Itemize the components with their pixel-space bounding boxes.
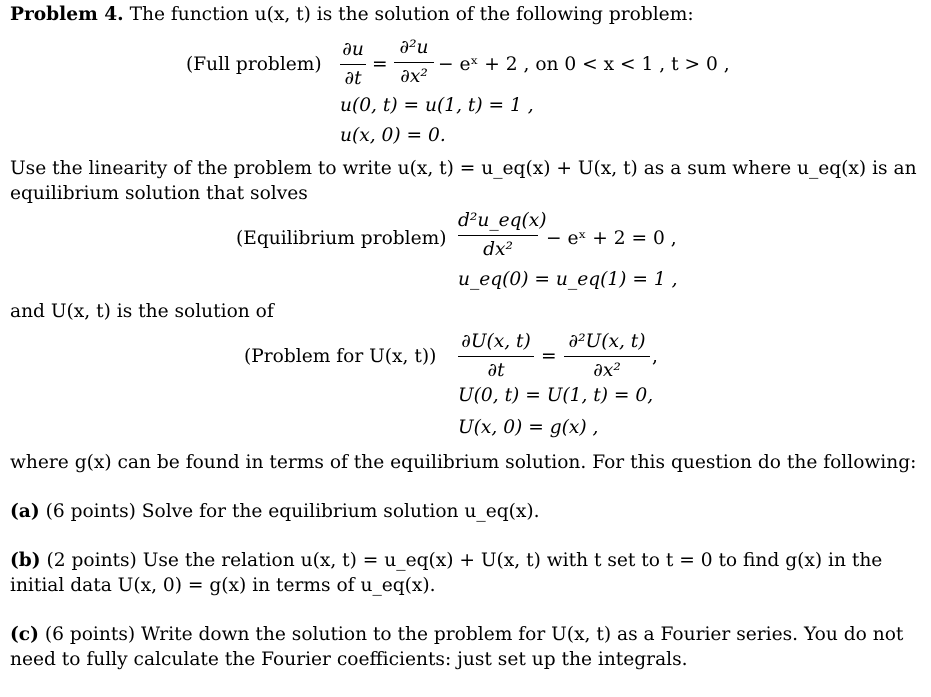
full-problem-lhs-fraction	[340, 41, 366, 88]
fraction-denominator: dx²	[483, 238, 513, 260]
linearity-line-2: equilibrium solution that solves	[10, 183, 308, 204]
problem-header	[10, 6, 694, 25]
full-problem-label: (Full problem)	[186, 54, 322, 75]
equilibrium-boundary-conditions: u_eq(0) = u_eq(1) = 1 ,	[458, 269, 678, 290]
full-problem-initial-condition: u(x, 0) = 0.	[340, 125, 446, 146]
fraction-numerator: d²u_eq(x)	[458, 210, 547, 231]
fraction-bar	[394, 62, 434, 63]
fraction-bar	[340, 64, 366, 65]
problem-U-label: (Problem for U(x, t))	[244, 346, 437, 367]
equilibrium-problem-label: (Equilibrium problem)	[236, 228, 447, 249]
problem-U-initial-condition: U(x, 0) = g(x) ,	[458, 417, 599, 438]
and-text: and U(x, t) is the solution of	[10, 301, 274, 322]
part-b-label: (b)	[10, 550, 41, 571]
part-c-text-1: (6 points) Write down the solution to the problem for U(x, t) as a Fourier series. You do not	[44, 624, 904, 645]
equilibrium-ode-tail: − eˣ + 2 = 0 ,	[546, 228, 677, 249]
fraction-bar	[564, 356, 650, 357]
problem-U-rhs-fraction	[564, 333, 650, 380]
full-problem-pde-tail: − eˣ + 2 , on 0 < x < 1 , t > 0 ,	[438, 54, 730, 75]
part-c-line-1	[10, 626, 903, 645]
fraction-denominator: ∂x²	[593, 359, 621, 381]
where-text: where g(x) can be found in terms of the equilibrium solution. For this question do the following:	[10, 452, 917, 473]
fraction-numerator: ∂U(x, t)	[461, 331, 531, 352]
linearity-line-1: Use the linearity of the problem to write u(x, t) = u_eq(x) + U(x, t) as a sum where u_eq(x) is an	[10, 158, 917, 179]
problem-title: Problem 4.	[10, 4, 124, 25]
full-problem-boundary-conditions: u(0, t) = u(1, t) = 1 ,	[340, 95, 534, 116]
part-b-line-2: initial data U(x, 0) = g(x) in terms of u_eq(x).	[10, 575, 436, 596]
full-problem-rhs-fraction	[394, 39, 434, 86]
problem-U-boundary-conditions: U(0, t) = U(1, t) = 0,	[458, 385, 654, 406]
part-a	[10, 503, 540, 522]
part-b-line-1	[10, 552, 882, 571]
part-c-label: (c)	[10, 624, 39, 645]
fraction-bar	[458, 356, 534, 357]
fraction-numerator: ∂²U(x, t)	[568, 331, 646, 352]
fraction-denominator: ∂t	[487, 359, 505, 381]
part-a-text: (6 points) Solve for the equilibrium solution u_eq(x).	[45, 501, 540, 522]
equilibrium-fraction	[458, 210, 547, 260]
fraction-numerator: ∂²u	[399, 37, 429, 58]
comma: ,	[652, 346, 658, 367]
intro-text: The function u(x, t) is the solution of the following problem:	[129, 4, 694, 25]
equals-sign: =	[541, 346, 557, 367]
fraction-denominator: ∂x²	[400, 65, 428, 87]
fraction-bar	[458, 235, 538, 236]
part-a-label: (a)	[10, 501, 40, 522]
part-c-line-2: need to fully calculate the Fourier coefficients: just set up the integrals.	[10, 649, 688, 670]
part-b-text-1: (2 points) Use the relation u(x, t) = u_eq(x) + U(x, t) with t set to t = 0 to find g(x) in the	[46, 550, 883, 571]
fraction-denominator: ∂t	[344, 67, 362, 89]
fraction-numerator: ∂u	[342, 39, 364, 60]
problem-U-lhs-fraction	[458, 333, 534, 380]
equals-sign: =	[372, 54, 388, 75]
